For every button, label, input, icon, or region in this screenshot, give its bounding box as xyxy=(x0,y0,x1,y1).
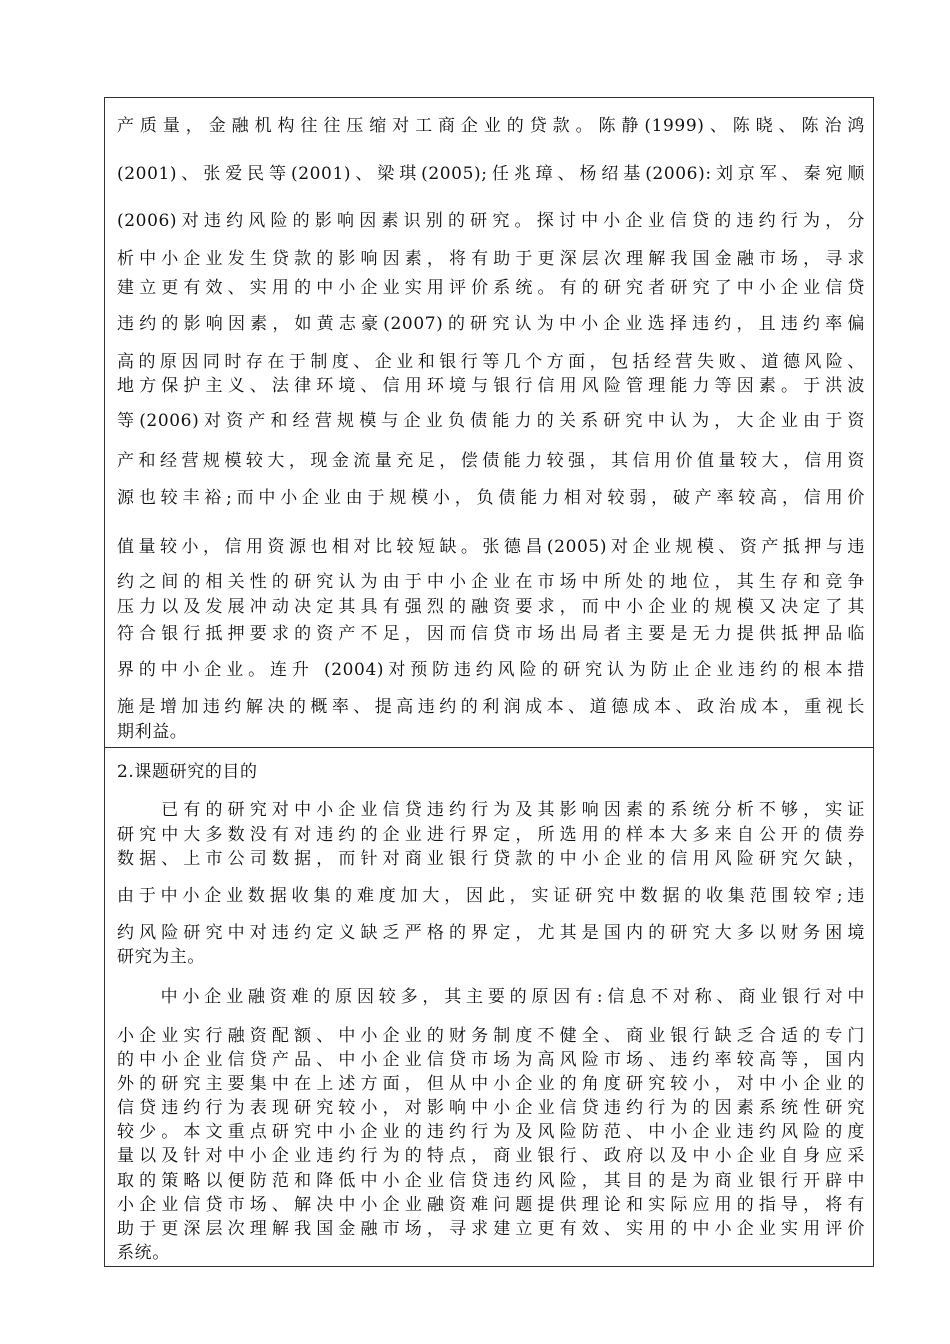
text-line: 产和经营规模较大，现金流量充足，偿债能力较强，其信用价值量较大，信用资 xyxy=(117,451,865,471)
text-line: 系统。 xyxy=(117,1243,170,1263)
text-line: 高的原因同时存在于制度、企业和银行等几个方面，包括经营失败、道德风险、 xyxy=(117,352,865,372)
text-line: 约之间的相关性的研究认为由于中小企业在市场中所处的地位，其生存和竞争 xyxy=(117,572,865,592)
text-line: 取的策略以便防范和降低中小企业信贷违约风险，其目的是为商业银行开辟中 xyxy=(117,1171,865,1191)
text-line: 析中小企业发生贷款的影响因素，将有助于更深层次理解我国金融市场，寻求 xyxy=(117,249,865,269)
text-line: 信贷违约行为表现研究较小，对影响中小企业信贷违约行为的因素系统性研究 xyxy=(117,1098,865,1118)
literature-review-cell xyxy=(105,98,873,747)
text-line: 产质量，金融机构往往压缩对工商企业的贷款。陈静(1999)、陈晓、陈治鸿 xyxy=(117,116,865,136)
section-heading: 2.课题研究的目的 xyxy=(117,762,258,782)
text-line: 数据、上市公司数据，而针对商业银行贷款的中小企业的信用风险研究欠缺， xyxy=(117,849,865,869)
text-line: 外的研究主要集中在上述方面，但从中小企业的角度研究较小，对中小企业的 xyxy=(117,1074,865,1094)
text-line: 已有的研究对中小企业信贷违约行为及其影响因素的系统分析不够，实证 xyxy=(117,800,865,820)
text-line: (2006)对违约风险的影响因素识别的研究。探讨中小企业信贷的违约行为，分 xyxy=(117,211,865,231)
text-line: 符合银行抵押要求的资产不足，因而信贷市场出局者主要是无力提供抵押品临 xyxy=(117,624,865,644)
text-line: 研究为主。 xyxy=(117,947,205,967)
text-line: 小企业实行融资配额、中小企业的财务制度不健全、商业银行缺乏合适的专门 xyxy=(117,1026,865,1046)
text-line: 施是增加违约解决的概率、提高违约的利润成本、道德成本、政治成本，重视长 xyxy=(117,697,865,717)
text-line: 小企业信贷市场、解决中小企业融资难问题提供理论和实际应用的指导，将有 xyxy=(117,1195,865,1215)
text-line: 等(2006)对资产和经营规模与企业负债能力的关系研究中认为，大企业由于资 xyxy=(117,411,865,431)
text-line: 助于更深层次理解我国金融市场，寻求建立更有效、实用的中小企业实用评价 xyxy=(117,1219,865,1239)
text-line: 违约的影响因素，如黄志豪(2007)的研究认为中小企业选择违约，且违约率偏 xyxy=(117,314,865,334)
text-line: 建立更有效、实用的中小企业实用评价系统。有的研究者研究了中小企业信贷 xyxy=(117,278,865,298)
text-line: 量以及针对中小企业违约行为的特点，商业银行、政府以及中小企业自身应采 xyxy=(117,1146,865,1166)
research-purpose-cell xyxy=(105,747,873,1266)
text-line: (2001)、张爱民等(2001)、梁琪(2005);任兆璋、杨绍基(2006):刘京军、秦宛顺 xyxy=(117,164,865,184)
text-line: 的中小企业信贷产品、中小企业信贷市场为高风险市场、违约率较高等，国内 xyxy=(117,1050,865,1070)
text-line: 源也较丰裕;而中小企业由于规模小，负债能力相对较弱，破产率较高，信用价 xyxy=(117,488,865,508)
document-table xyxy=(104,97,874,1267)
text-line: 研究中大多数没有对违约的企业进行界定，所选用的样本大多来自公开的债券 xyxy=(117,825,865,845)
text-line: 地方保护主义、法律环境、信用环境与银行信用风险管理能力等因素。于洪波 xyxy=(117,376,865,396)
text-line: 约风险研究中对违约定义缺乏严格的界定，尤其是国内的研究大多以财务困境 xyxy=(117,923,865,943)
text-line: 值量较小，信用资源也相对比较短缺。张德昌(2005)对企业规模、资产抵押与违 xyxy=(117,537,865,557)
text-line: 较少。本文重点研究中小企业的违约行为及风险防范、中小企业违约风险的度 xyxy=(117,1122,865,1142)
text-line: 压力以及发展冲动决定其具有强烈的融资要求，而中小企业的规模又决定了其 xyxy=(117,597,865,617)
text-line: 期利益。 xyxy=(117,722,188,742)
text-line: 由于中小企业数据收集的难度加大，因此，实证研究中数据的收集范围较窄;违 xyxy=(117,886,865,906)
text-line: 中小企业融资难的原因较多，其主要的原因有:信息不对称、商业银行对中 xyxy=(117,987,865,1007)
text-line: 界的中小企业。连升 (2004)对预防违约风险的研究认为防止企业违约的根本措 xyxy=(117,660,865,680)
